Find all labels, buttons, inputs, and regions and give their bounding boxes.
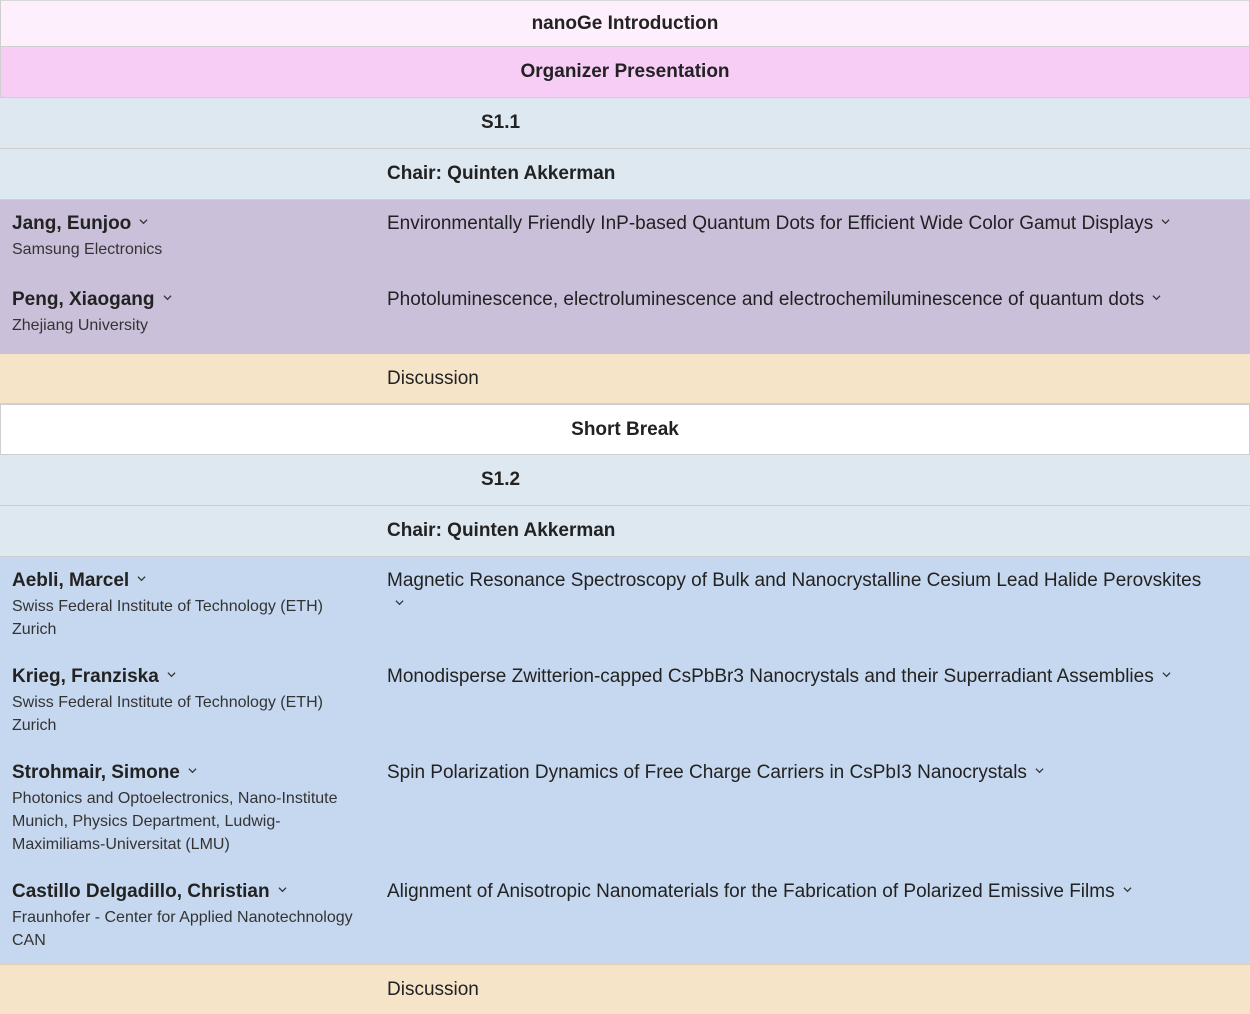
speaker-block [12, 665, 370, 737]
organizer-row [0, 47, 1250, 98]
chevron-down-icon[interactable] [1123, 885, 1132, 894]
speaker-affiliation: Fraunhofer - Center for Applied Nanotechnology CAN [12, 909, 353, 949]
speaker-affiliation: Swiss Federal Institute of Technology (ETH) Zurich [12, 694, 323, 734]
discussion-row [0, 354, 1250, 404]
speaker-affiliation: Zhejiang University [12, 317, 149, 334]
talk-title: Spin Polarization Dynamics of Free Charge Carriers in CsPbI3 Nanocrystals [387, 762, 1027, 783]
chevron-down-icon[interactable] [278, 885, 287, 894]
discussion-label: Discussion [387, 367, 479, 389]
talk-title-toggle[interactable] [387, 880, 1227, 904]
speaker-affiliation: Photonics and Optoelectronics, Nano-Institute Munich, Physics Department, Ludwig-Maximiliams-Universitat (LMU) [12, 790, 338, 853]
chevron-down-icon[interactable] [139, 217, 148, 226]
discussion-label: Discussion [387, 978, 479, 1000]
session-number: S1.2 [481, 469, 521, 490]
speaker-name-toggle[interactable] [12, 761, 370, 785]
speaker-affiliation: Swiss Federal Institute of Technology (ETH) Zurich [12, 598, 323, 638]
chevron-down-icon[interactable] [137, 574, 146, 583]
organizer-title: Organizer Presentation [520, 61, 730, 82]
chevron-down-icon[interactable] [167, 670, 176, 679]
speaker-block [12, 288, 370, 337]
talk-title-toggle[interactable] [387, 569, 1217, 617]
session-number: S1.1 [481, 112, 521, 133]
speaker-block [12, 212, 370, 261]
speaker-name: Jang, Eunjoo [12, 213, 132, 234]
chevron-down-icon[interactable] [1161, 217, 1170, 226]
chevron-down-icon[interactable] [1152, 293, 1161, 302]
speaker-name: Peng, Xiaogang [12, 289, 155, 310]
talk-title-toggle[interactable] [387, 761, 1227, 785]
speaker-name: Aebli, Marcel [12, 570, 130, 591]
talk-title-toggle[interactable] [387, 665, 1227, 689]
speaker-name: Krieg, Franziska [12, 666, 159, 687]
chevron-down-icon[interactable] [163, 293, 172, 302]
session-talks [0, 557, 1250, 964]
talk-title: Magnetic Resonance Spectroscopy of Bulk and Nanocrystalline Cesium Lead Halide Perovskites [387, 570, 1202, 591]
intro-title: nanoGe Introduction [531, 12, 719, 34]
session-chair: Chair: Quinten Akkerman [387, 163, 616, 184]
short-break-row [0, 404, 1250, 455]
talk-title: Monodisperse Zwitterion-capped CsPbBr3 Nanocrystals and their Superradiant Assemblies [387, 666, 1154, 687]
talk-title: Alignment of Anisotropic Nanomaterials for the Fabrication of Polarized Emissive Films [387, 881, 1115, 902]
discussion-row [0, 964, 1250, 1014]
speaker-name-toggle[interactable] [12, 880, 370, 904]
speaker-name-toggle[interactable] [12, 212, 370, 236]
speaker-name-toggle[interactable] [12, 288, 370, 312]
session-chair-row [0, 506, 1250, 557]
chevron-down-icon[interactable] [188, 766, 197, 775]
session-chair-row [0, 149, 1250, 200]
session-number-row [0, 98, 1250, 149]
speaker-name: Strohmair, Simone [12, 762, 180, 783]
speaker-name-toggle[interactable] [12, 569, 370, 593]
chevron-down-icon[interactable] [1035, 766, 1044, 775]
speaker-name-toggle[interactable] [12, 665, 370, 689]
speaker-block [12, 880, 370, 952]
speaker-affiliation: Samsung Electronics [12, 241, 163, 258]
session-chair: Chair: Quinten Akkerman [387, 520, 616, 541]
talk-title: Environmentally Friendly InP-based Quantum Dots for Efficient Wide Color Gamut Displays [387, 213, 1154, 234]
talk-title-toggle[interactable] [387, 288, 1227, 312]
talk-title-toggle[interactable] [387, 212, 1227, 236]
talk-title: Photoluminescence, electroluminescence and electrochemiluminescence of quantum dots [387, 289, 1145, 310]
speaker-block [12, 761, 370, 856]
chevron-down-icon[interactable] [1162, 670, 1171, 679]
short-break-title: Short Break [571, 418, 679, 440]
speaker-name: Castillo Delgadillo, Christian [12, 881, 270, 902]
session-number-row [0, 455, 1250, 506]
intro-row [0, 0, 1250, 47]
chevron-down-icon[interactable] [395, 598, 404, 607]
session-talks [0, 200, 1250, 354]
speaker-block [12, 569, 370, 641]
